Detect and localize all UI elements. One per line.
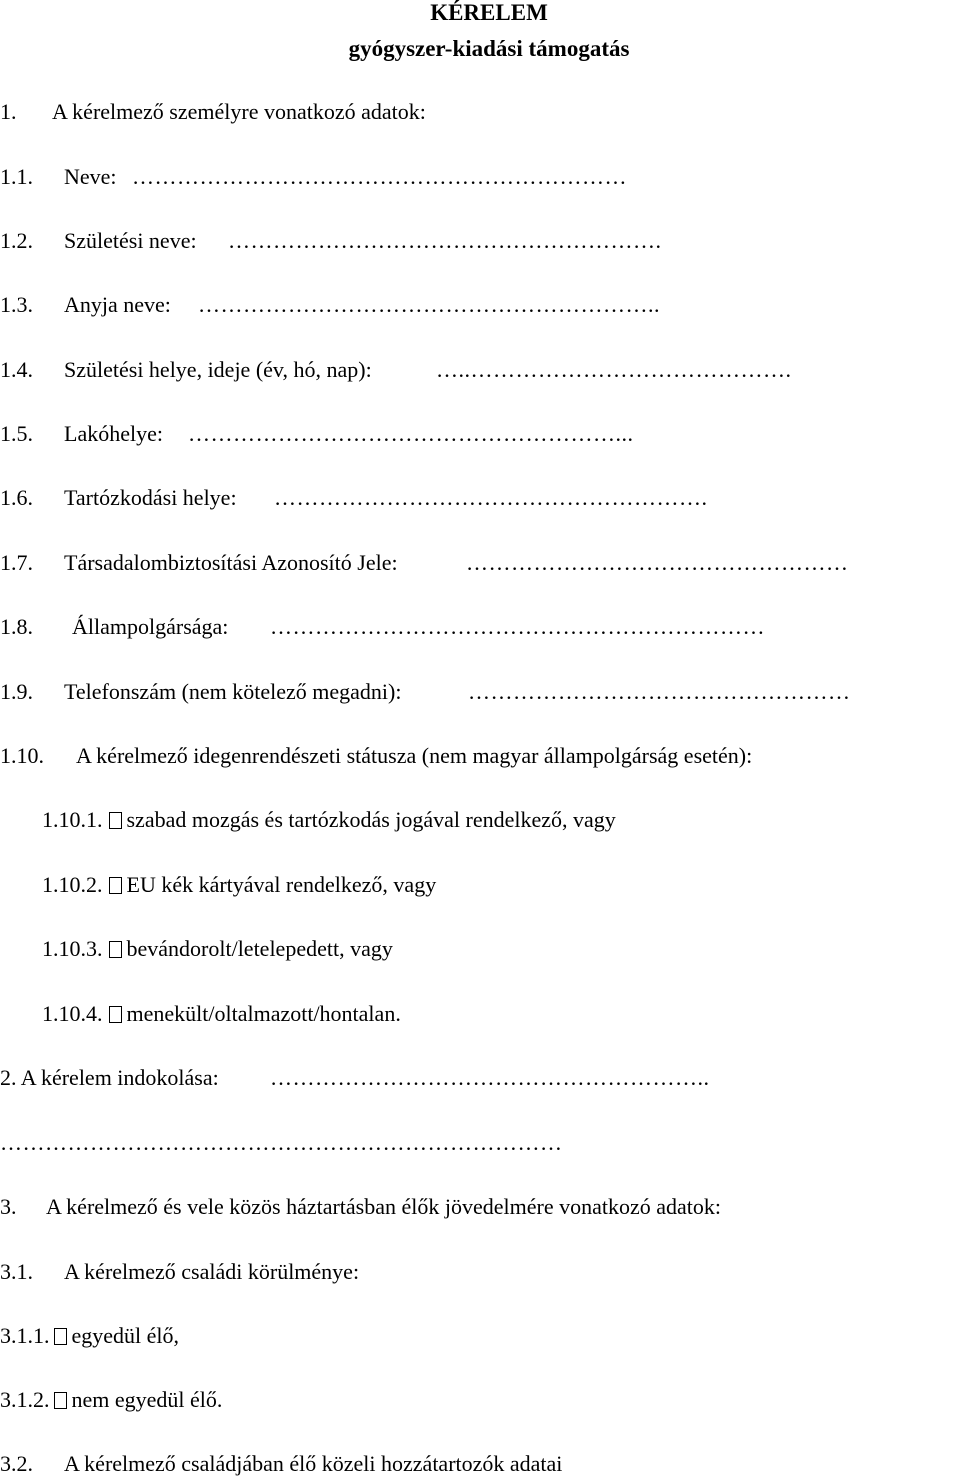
field-label: Születési helye, ideje (év, hó, nap): (64, 357, 372, 382)
section-3-heading (0, 1193, 721, 1221)
section-label: A kérelmező személyre vonatkozó adatok: (52, 99, 426, 124)
field-label: Neve: (64, 164, 117, 189)
field-number: 1.1. (0, 164, 33, 189)
option-label: bevándorolt/letelepedett, vagy (126, 936, 393, 961)
status-heading (0, 742, 752, 770)
section-1-heading (0, 98, 426, 126)
family-option-1 (0, 1322, 179, 1350)
section-number: 3.1. (0, 1259, 33, 1284)
checkbox[interactable] (109, 812, 122, 829)
checkbox[interactable] (109, 877, 122, 894)
option-number: 3.1.2. (0, 1387, 50, 1412)
field-label: Anyja neve: (64, 292, 171, 317)
section-label: A kérelmező és vele közös háztartásban élők jövedelmére vonatkozó adatok: (46, 1194, 722, 1219)
section-label: A kérelmező családjában élő közeli hozzátartozók adatai (64, 1451, 563, 1476)
fill-line[interactable]: ………………………………………………………… (270, 614, 765, 639)
option-label: szabad mozgás és tartózkodás jogával rendelkező, vagy (126, 807, 616, 832)
fill-line[interactable]: ………………………………………………….. (270, 1065, 710, 1090)
field-mother-name (0, 291, 171, 319)
field-number: 1.4. (0, 357, 33, 382)
section-31-heading (0, 1258, 359, 1286)
field-number: 1.5. (0, 421, 33, 446)
document-title: KÉRELEM (430, 0, 548, 25)
field-name (0, 163, 117, 191)
field-label: A kérelmező idegenrendészeti státusza (nem magyar állampolgárság esetén): (76, 743, 753, 768)
field-birth-name (0, 227, 197, 255)
option-label: egyedül élő, (71, 1323, 180, 1348)
option-number: 1.10.3. (42, 936, 103, 961)
option-number: 1.10.4. (42, 1001, 103, 1026)
fill-line[interactable]: …………………………………………………... (188, 421, 634, 446)
status-option-4 (42, 1000, 401, 1028)
option-label: menekült/oltalmazott/hontalan. (126, 1001, 401, 1026)
status-option-2 (42, 871, 436, 899)
field-phone (0, 678, 402, 706)
field-label: Telefonszám (nem kötelező megadni): (64, 679, 402, 704)
field-number: 1.8. (0, 614, 33, 639)
section-number: 3.2. (0, 1451, 33, 1476)
field-label: Állampolgársága: (72, 614, 229, 639)
option-number: 1.10.2. (42, 872, 103, 897)
section-2-heading: 2. A kérelem indokolása: (0, 1065, 219, 1090)
field-number: 1.10. (0, 743, 44, 768)
field-stay-place (0, 484, 237, 512)
field-label: Lakóhelye: (64, 421, 163, 446)
field-residence (0, 420, 163, 448)
checkbox[interactable] (109, 941, 122, 958)
field-label: Tartózkodási helye: (64, 485, 237, 510)
option-label: EU kék kártyával rendelkező, vagy (126, 872, 437, 897)
fill-line[interactable]: …………………………………………………….. (198, 292, 660, 317)
section-number: 1. (0, 99, 17, 124)
option-number: 3.1.1. (0, 1323, 50, 1348)
field-number: 1.2. (0, 228, 33, 253)
checkbox[interactable] (54, 1328, 67, 1345)
fill-line-2[interactable]: ………………………………………………………………… (0, 1130, 563, 1155)
field-label: Társadalombiztosítási Azonosító Jele: (64, 550, 398, 575)
fill-line[interactable]: …………………………………………… (466, 550, 849, 575)
fill-line[interactable]: …………………………………………… (468, 679, 851, 704)
fill-line[interactable]: …………………………………………………. (274, 485, 708, 510)
field-number: 1.3. (0, 292, 33, 317)
field-birth-place-date (0, 356, 372, 384)
checkbox[interactable] (109, 1006, 122, 1023)
document-subtitle: gyógyszer-kiadási támogatás (348, 36, 630, 61)
option-label: nem egyedül élő. (71, 1387, 223, 1412)
field-taj (0, 549, 398, 577)
field-number: 1.7. (0, 550, 33, 575)
fill-line[interactable]: ………………………………………………………… (132, 164, 627, 189)
section-number: 3. (0, 1194, 17, 1219)
field-label: Születési neve: (64, 228, 197, 253)
field-number: 1.9. (0, 679, 33, 704)
section-label: A kérelmező családi körülménye: (64, 1259, 360, 1284)
option-number: 1.10.1. (42, 807, 103, 832)
section-32-heading (0, 1450, 562, 1478)
checkbox[interactable] (54, 1392, 67, 1409)
status-option-1 (42, 806, 616, 834)
family-option-2 (0, 1386, 222, 1414)
fill-line[interactable]: …………………………………………………. (228, 228, 662, 253)
fill-line[interactable]: …..……………………………………. (436, 357, 792, 382)
status-option-3 (42, 935, 393, 963)
field-number: 1.6. (0, 485, 33, 510)
field-citizenship (0, 613, 228, 641)
